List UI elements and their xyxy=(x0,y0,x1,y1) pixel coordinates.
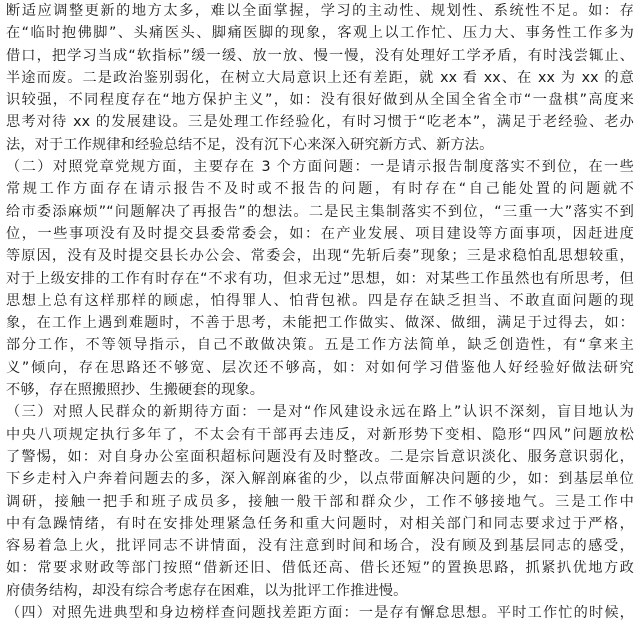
text-line: 常规工作方面存在请示报告不及时或不报告的问题，有时存在“自己能处置的问题就不 xyxy=(6,181,634,198)
text-line: 位，一些事项没有及时提交县委常委会，如：在产业发展、项目建设等方面事项，因赶进度 xyxy=(6,225,634,242)
text-line: 对于上级安排的工作有时存在“不求有功，但求无过”思想，如：对某些工作虽然也有所思考，但 xyxy=(6,270,634,287)
text-line: 容易着急上火，批评同志不讲情面，没有注意到时间和场合，没有顾及到基层同志的感受， xyxy=(6,538,634,555)
text-line: 思想上总有这样那样的顾虑，怕得罪人、怕背包袱。四是存在缺乏担当、不敢直面问题的现 xyxy=(6,292,634,309)
text-line: 半途而废。二是政治鉴别弱化，在树立大局意识上还有差距，就 xx 看 xx、在 xx 为 xx 的意 xyxy=(6,69,634,86)
text-line: 如：常要求财政等部门按照“借新还旧、借低还高、借长还短”的置换思路，抓紧扒优地方政 xyxy=(6,560,634,577)
text-line: 法，对于工作规律和经验总结不足，没有沉下心来深入研究新方式、新方法。 xyxy=(6,136,494,153)
text-line: 中央八项规定执行多年了，不太会有干部再去违反，对新形势下变相、隐形“四风”问题放松 xyxy=(6,426,634,443)
text-line: 在“临时抱佛脚”、头痛医头、脚痛医脚的现象，客观上以工作忙、压力大、事务性工作多为 xyxy=(6,25,634,42)
text-line: 府债务结构，却没有综合考虑存在困难，以为批评工作推进慢。 xyxy=(6,582,408,599)
text-line: 识较强，不同程度存在“地方保护主义”，如：没有很好做到从全国全省全市“一盘棋”高度来 xyxy=(6,92,634,109)
paragraph-masses xyxy=(6,401,634,602)
text-line: 中有急躁情绪，有时在安排处理紧急任务和重大问题时，对相关部门和同志要求过于严格， xyxy=(6,515,634,532)
text-line: 思考对待 xx 的发展建设。三是处理工作经验化，有时习惯于“吃老本”，满足于老经验、老办 xyxy=(6,114,634,131)
paragraph-study-politics xyxy=(6,0,634,156)
text-line: 象，在工作上遇到难题时，不善于思考，未能把工作做实、做深、做细，满足于过得去，如： xyxy=(6,315,634,332)
text-line: 给市委添麻烦”“问题解决了再报告”的想法。二是民主集制落实不到位，“三重一大”落实不到 xyxy=(6,203,634,220)
document-page xyxy=(6,0,634,640)
text-line: （四）对照先进典型和身边榜样查问题找差距方面：一是存有懈怠思想。平时工作忙的时候， xyxy=(6,605,634,622)
text-line: 调研，接触一把手和班子成员多，接触一般干部和群众少，工作不够接地气。三是工作中 xyxy=(6,493,634,510)
text-line: （二）对照党章党规方面，主要存在 3 个方面问题：一是请示报告制度落实不到位，在一些 xyxy=(6,159,634,176)
text-line: （三）对照人民群众的新期待方面：一是对“作风建设永远在路上”认识不深刻，盲目地认为 xyxy=(6,404,634,421)
text-line: 断适应调整更新的地方太多，难以全面掌握，学习的主动性、规划性、系统性不足。如：存 xyxy=(6,3,634,19)
text-line: 部分工作，不等领导指示，自己不敢做决策。五是工作方法简单，缺乏创造性，有“拿来主 xyxy=(6,337,634,354)
text-line: 借口，把学习当成“软指标”缓一缓、放一放、慢一慢，没有处理好工学矛盾，有时浅尝辄止、 xyxy=(6,47,634,64)
text-line: 等原因，没有及时提交县长办公会、常委会，出现“先斩后奏”现象；三是求稳怕乱思想较重， xyxy=(6,248,634,265)
paragraph-examples xyxy=(6,602,634,624)
text-line: 了警惕，如：对自身办公室面积超标问题没有及时整改。二是宗旨意识淡化、服务意识弱化， xyxy=(6,448,634,465)
text-line: 下乡走村入户奔着问题去的多，深入解剖麻雀的少，以点带面解决问题的少，如：到基层单位 xyxy=(6,471,634,488)
text-line: 义”倾向，存在思路还不够宽、层次还不够高，如：对如何学习借鉴他人好经验好做法研究 xyxy=(6,359,634,376)
paragraph-party-rules xyxy=(6,156,634,401)
text-line: 不够，存在照搬照抄、生搬硬套的现象。 xyxy=(6,382,265,399)
